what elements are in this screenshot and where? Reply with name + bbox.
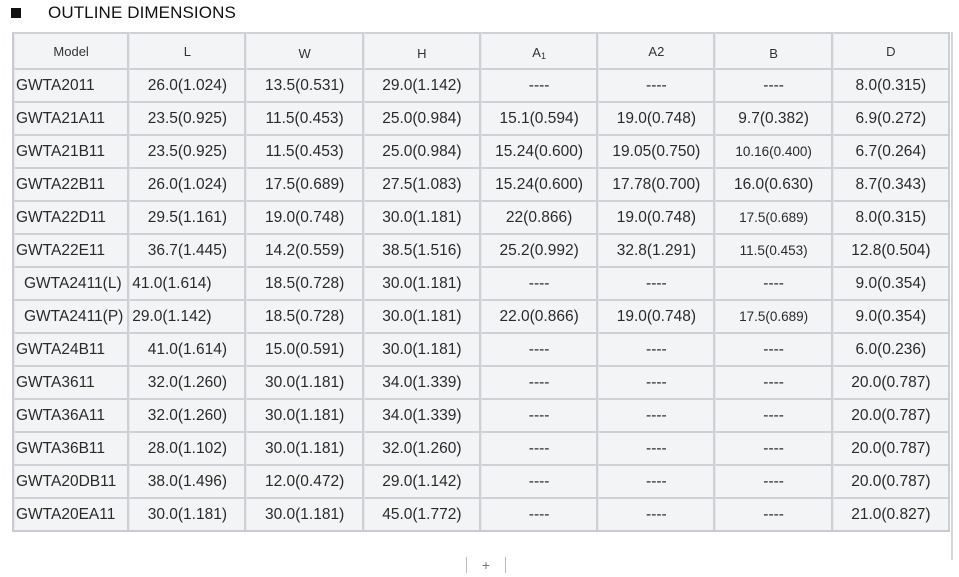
cell-L: 23.5(0.925)	[129, 134, 246, 167]
cell-A1: ----	[481, 497, 598, 530]
cell-D: 20.0(0.787)	[833, 365, 950, 398]
cell-L: 29.5(1.161)	[129, 200, 246, 233]
table-row	[14, 101, 950, 134]
table-row	[14, 167, 950, 200]
cell-L: 32.0(1.260)	[129, 398, 246, 431]
cell-model: GWTA20EA11	[14, 497, 129, 530]
cell-B: ----	[715, 68, 832, 101]
cell-A1: ----	[481, 431, 598, 464]
cell-H: 45.0(1.772)	[364, 497, 481, 530]
cell-model: GWTA21B11	[14, 134, 129, 167]
cell-D: 6.7(0.264)	[833, 134, 950, 167]
cell-B: ----	[715, 497, 832, 530]
cell-D: 20.0(0.787)	[833, 431, 950, 464]
cell-A2: ----	[598, 464, 715, 497]
cell-W: 14.2(0.559)	[246, 233, 363, 266]
cell-model: GWTA21A11	[14, 101, 129, 134]
cell-A1: ----	[481, 365, 598, 398]
table-row	[14, 134, 950, 167]
cell-W: 30.0(1.181)	[246, 431, 363, 464]
outline-dimensions-table-container	[12, 32, 952, 532]
cell-B: 17.5(0.689)	[715, 200, 832, 233]
cell-D: 20.0(0.787)	[833, 464, 950, 497]
cell-D: 6.9(0.272)	[833, 101, 950, 134]
cell-B: ----	[715, 398, 832, 431]
square-bullet-icon	[11, 8, 21, 18]
cell-W: 17.5(0.689)	[246, 167, 363, 200]
cell-A2: ----	[598, 398, 715, 431]
cell-H: 30.0(1.181)	[364, 266, 481, 299]
cell-H: 34.0(1.339)	[364, 398, 481, 431]
outline-dimensions-table	[12, 32, 950, 532]
cell-D: 6.0(0.236)	[833, 332, 950, 365]
table-row	[14, 233, 950, 266]
cell-B: 9.7(0.382)	[715, 101, 832, 134]
cell-model: GWTA2011	[14, 68, 129, 101]
cell-W: 19.0(0.748)	[246, 200, 363, 233]
table-row	[14, 299, 950, 332]
header-A1-main: A	[532, 45, 541, 60]
cell-H: 25.0(0.984)	[364, 101, 481, 134]
table-row	[14, 68, 950, 101]
table-resize-handle[interactable]	[466, 557, 506, 573]
section-heading	[10, 2, 236, 24]
cell-B: ----	[715, 332, 832, 365]
cell-W: 30.0(1.181)	[246, 398, 363, 431]
cell-W: 30.0(1.181)	[246, 497, 363, 530]
table-row	[14, 398, 950, 431]
cell-W: 13.5(0.531)	[246, 68, 363, 101]
cell-B: ----	[715, 266, 832, 299]
cell-B: ----	[715, 365, 832, 398]
cell-A1: ----	[481, 464, 598, 497]
cell-W: 18.5(0.728)	[246, 299, 363, 332]
cell-W: 11.5(0.453)	[246, 134, 363, 167]
cell-model: GWTA22E11	[14, 233, 129, 266]
cell-A1: 15.24(0.600)	[481, 167, 598, 200]
cell-H: 25.0(0.984)	[364, 134, 481, 167]
cell-A2: ----	[598, 68, 715, 101]
section-title: OUTLINE DIMENSIONS	[48, 3, 236, 22]
cell-H: 38.5(1.516)	[364, 233, 481, 266]
table-row	[14, 431, 950, 464]
cell-A1: 15.1(0.594)	[481, 101, 598, 134]
header-W: W	[246, 32, 363, 68]
table-row	[14, 497, 950, 530]
cell-L: 23.5(0.925)	[129, 101, 246, 134]
cell-L: 26.0(1.024)	[129, 68, 246, 101]
cell-B: 11.5(0.453)	[715, 233, 832, 266]
header-D: D	[833, 32, 950, 68]
header-A1-subscript: 1	[540, 51, 546, 61]
cell-L: 36.7(1.445)	[129, 233, 246, 266]
cell-D: 20.0(0.787)	[833, 398, 950, 431]
cell-D: 12.8(0.504)	[833, 233, 950, 266]
cell-model: GWTA2411(P)	[14, 299, 129, 332]
cell-H: 30.0(1.181)	[364, 299, 481, 332]
cell-A1: ----	[481, 68, 598, 101]
header-B: B	[715, 32, 832, 68]
cell-B: 10.16(0.400)	[715, 134, 832, 167]
cell-L: 28.0(1.102)	[129, 431, 246, 464]
cell-A1: ----	[481, 332, 598, 365]
cell-D: 9.0(0.354)	[833, 266, 950, 299]
cell-L: 30.0(1.181)	[129, 497, 246, 530]
cell-A2: ----	[598, 431, 715, 464]
table-row	[14, 200, 950, 233]
cell-L: 38.0(1.496)	[129, 464, 246, 497]
table-row	[14, 365, 950, 398]
cell-H: 32.0(1.260)	[364, 431, 481, 464]
cell-D: 21.0(0.827)	[833, 497, 950, 530]
cell-A2: 19.0(0.748)	[598, 200, 715, 233]
cell-A1: 15.24(0.600)	[481, 134, 598, 167]
header-A2: A2	[598, 32, 715, 68]
cell-D: 8.7(0.343)	[833, 167, 950, 200]
cell-H: 34.0(1.339)	[364, 365, 481, 398]
cell-D: 8.0(0.315)	[833, 200, 950, 233]
cell-H: 29.0(1.142)	[364, 68, 481, 101]
cell-model: GWTA2411(L)	[14, 266, 129, 299]
cell-W: 12.0(0.472)	[246, 464, 363, 497]
cell-B: ----	[715, 431, 832, 464]
table-row	[14, 464, 950, 497]
cell-D: 9.0(0.354)	[833, 299, 950, 332]
cell-A2: 19.0(0.748)	[598, 299, 715, 332]
cell-model: GWTA24B11	[14, 332, 129, 365]
cell-W: 15.0(0.591)	[246, 332, 363, 365]
header-A1	[481, 32, 598, 68]
cell-model: GWTA22D11	[14, 200, 129, 233]
cell-model: GWTA3611	[14, 365, 129, 398]
cell-A2: ----	[598, 266, 715, 299]
cell-W: 18.5(0.728)	[246, 266, 363, 299]
cell-W: 11.5(0.453)	[246, 101, 363, 134]
cell-model: GWTA22B11	[14, 167, 129, 200]
table-header-row	[14, 32, 950, 68]
cell-model: GWTA36B11	[14, 431, 129, 464]
cell-L: 41.0(1.614)	[129, 332, 246, 365]
cell-model: GWTA36A11	[14, 398, 129, 431]
cell-L: 32.0(1.260)	[129, 365, 246, 398]
cell-H: 29.0(1.142)	[364, 464, 481, 497]
cell-A2: ----	[598, 365, 715, 398]
cell-A1: 25.2(0.992)	[481, 233, 598, 266]
cell-D: 8.0(0.315)	[833, 68, 950, 101]
header-L: L	[129, 32, 246, 68]
cell-A2: 17.78(0.700)	[598, 167, 715, 200]
cell-L: 26.0(1.024)	[129, 167, 246, 200]
cell-W: 30.0(1.181)	[246, 365, 363, 398]
header-model: Model	[14, 32, 129, 68]
cell-A1: ----	[481, 266, 598, 299]
cell-A1: ----	[481, 398, 598, 431]
cell-A2: 32.8(1.291)	[598, 233, 715, 266]
table-row	[14, 266, 950, 299]
cell-A2: 19.05(0.750)	[598, 134, 715, 167]
header-H: H	[364, 32, 481, 68]
cell-A1: 22.0(0.866)	[481, 299, 598, 332]
plus-icon[interactable]: +	[481, 557, 491, 573]
cell-L: 29.0(1.142)	[129, 299, 246, 332]
table-right-edge-divider	[951, 32, 953, 560]
cell-H: 30.0(1.181)	[364, 332, 481, 365]
cell-A1: 22(0.866)	[481, 200, 598, 233]
cell-A2: ----	[598, 332, 715, 365]
cell-B: 17.5(0.689)	[715, 299, 832, 332]
cell-H: 30.0(1.181)	[364, 200, 481, 233]
cell-H: 27.5(1.083)	[364, 167, 481, 200]
cell-L: 41.0(1.614)	[129, 266, 246, 299]
cell-model: GWTA20DB11	[14, 464, 129, 497]
cell-A2: 19.0(0.748)	[598, 101, 715, 134]
cell-A2: ----	[598, 497, 715, 530]
table-row	[14, 332, 950, 365]
cell-B: 16.0(0.630)	[715, 167, 832, 200]
cell-B: ----	[715, 464, 832, 497]
